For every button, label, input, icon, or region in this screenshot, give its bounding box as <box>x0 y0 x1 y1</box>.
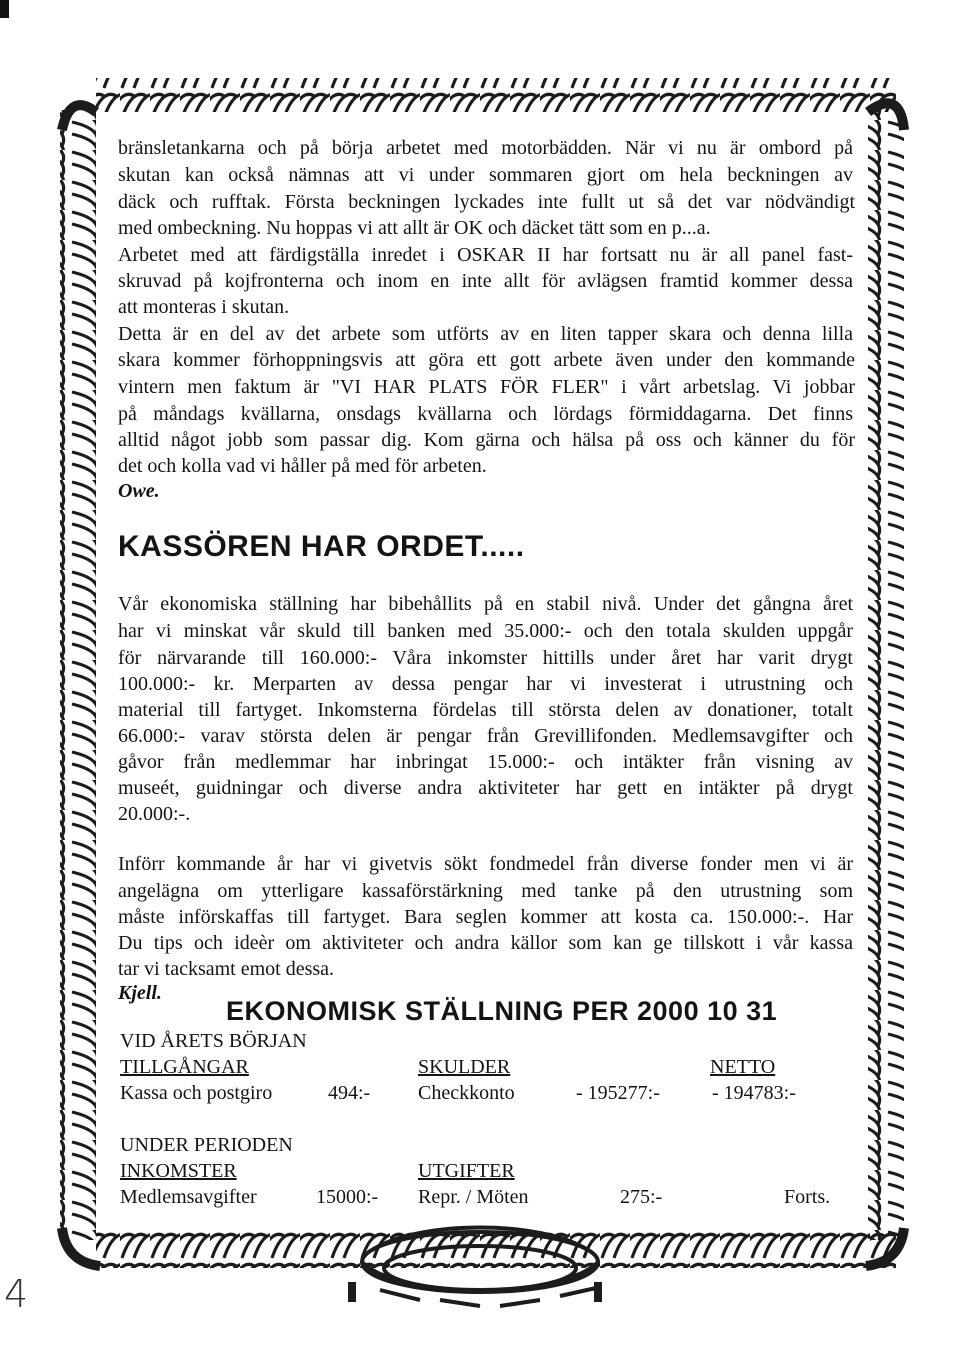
text-line: gåvor från medlemmar har inbringat 15.000:- och intäkter från visning av <box>118 751 853 773</box>
text-line: 100.000:- kr. Merparten av dessa pengar har vi investerat i utrustning och <box>118 673 853 695</box>
signature-owe: Owe. <box>118 480 160 502</box>
expense-value: 275:- <box>620 1186 663 1208</box>
expense-header: UTGIFTER <box>418 1160 515 1182</box>
expense-name: Repr. / Möten <box>418 1186 529 1208</box>
text-line: skutan kan också nämnas att vi under sommaren gjort om hela beckningen av <box>118 164 853 186</box>
page-number: 4 <box>4 1272 29 1316</box>
text-line: med ombeckning. Nu hoppas vi att allt är OK och däcket tätt som en p...a. <box>118 217 711 239</box>
asset-name: Kassa och postgiro <box>120 1082 273 1104</box>
debt-value: - 195277:- <box>576 1082 660 1104</box>
text-line: däck och rufftak. Första beckningen lyckades inte fullt ut så det var nödvändigt <box>118 191 855 213</box>
text-line: tar vi tacksamt emot dessa. <box>118 958 335 980</box>
text-line: vintern men faktum är "VI HAR PLATS FÖR FLER" i vårt arbetslag. Vi jobbar <box>118 376 855 398</box>
text-line: Vår ekonomiska ställning har bibehållits på en stabil nivå. Under det gångna året <box>118 593 853 615</box>
income-name: Medlemsavgifter <box>120 1186 257 1208</box>
text-line: det och kolla vad vi håller på med för arbeten. <box>118 455 487 477</box>
treasurer-heading: KASSÖREN HAR ORDET..... <box>118 530 525 563</box>
text-line: angelägna om ytterligare kassaförstärkning med tanke på den utrustning som <box>118 880 853 902</box>
debt-name: Checkkonto <box>418 1082 515 1104</box>
text-line: museét, guidningar och diverse andra aktiviteter har gett en intäkter på drygt <box>118 777 853 799</box>
text-line: alltid något jobb som passar dig. Kom gärna och hälsa på oss och känner du för <box>118 429 855 451</box>
continued-label: Forts. <box>784 1186 831 1208</box>
text-line: på måndags kvällarna, onsdags kvällarna och lördags förmiddagarna. Det finns <box>118 403 853 425</box>
text-line: bränsletankarna och på börja arbetet med motorbädden. När vi nu är ombord på <box>118 137 853 159</box>
assets-header: TILLGÅNGAR <box>120 1056 249 1078</box>
text-line: för närvarande till 160.000:- Våra inkomster hittills under året har varit drygt <box>118 647 853 669</box>
text-line: har vi minskat vår skuld till banken med 35.000:- och den totala skulden uppgår <box>118 620 853 642</box>
income-value: 15000:- <box>316 1186 379 1208</box>
text-line: Arbetet med att färdigställa inredet i OSKAR II har fortsatt nu är all panel fast- <box>118 244 853 266</box>
text-line: skara kommer förhoppningsvis att göra ett gott arbete även under den kommande <box>118 349 855 371</box>
signature-kjell: Kjell. <box>118 982 162 1004</box>
financial-statement-heading: EKONOMISK STÄLLNING PER 2000 10 31 <box>226 996 778 1026</box>
text-line: Du tips och ideèr om aktiviteter och andra källor som kan ge tillskott i vår kassa <box>118 932 853 954</box>
debts-header: SKULDER <box>418 1056 511 1078</box>
text-line: material till fartyget. Inkomsterna fördelas till största delen av donationer, totalt <box>118 699 853 721</box>
start-of-year-label: VID ÅRETS BÖRJAN <box>120 1030 307 1052</box>
asset-value: 494:- <box>328 1082 371 1104</box>
text-line: 20.000:-. <box>118 803 191 825</box>
net-value: - 194783:- <box>712 1082 796 1104</box>
text-line: skruvad på kojfronterna och inom en inte allt för avlägsen framtid kommer dessa <box>118 270 853 292</box>
income-header: INKOMSTER <box>120 1160 237 1182</box>
text-line: att monteras i skutan. <box>118 296 290 318</box>
net-header: NETTO <box>710 1056 776 1078</box>
text-line: 66.000:- varav största delen är pengar från Grevillifonden. Medlemsavgifter och <box>118 725 853 747</box>
text-line: Detta är en del av det arbete som utförts av en liten tapper skara och denna lilla <box>118 323 853 345</box>
text-line: Införr kommande år har vi givetvis sökt fondmedel från diverse fonder men vi är <box>118 853 853 875</box>
text-line: måste införskaffas till fartyget. Bara seglen kommer att kosta ca. 150.000:-. Har <box>118 906 853 928</box>
period-label: UNDER PERIODEN <box>120 1134 293 1156</box>
